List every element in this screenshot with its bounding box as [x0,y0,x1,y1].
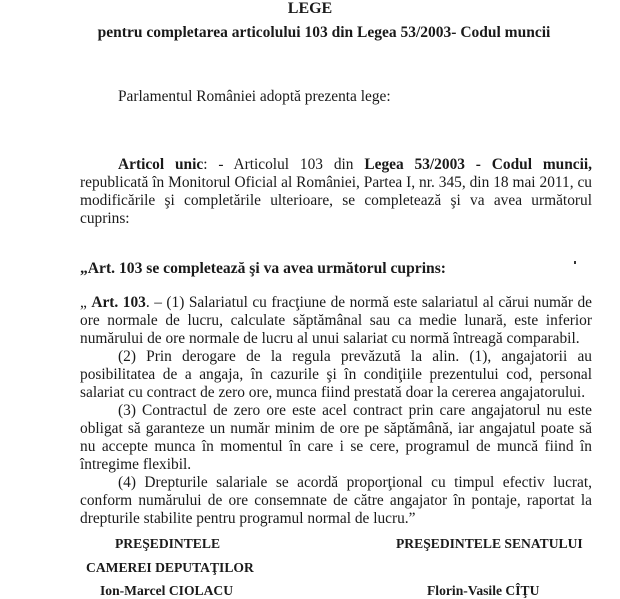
paragraph-2-line: posibilitatea de a angaja, în cazurile şi în condiţiile prezentului cod, personal [80,366,592,383]
paragraph-4-line: drepturile stabilite pentru programul normal de lucru.” [80,510,416,527]
art103-first-line [80,294,592,312]
paragraph-3-line: obligat să garanteze un număr minim de ore pe săptămână, iar angajatul poate să [80,420,592,437]
signature-left-title-2: CAMEREI DEPUTAŢILOR [86,560,254,575]
signature-left-name: Ion-Marcel CIOLACU [100,583,234,598]
article-unic-line: cuprins: [80,210,130,227]
scan-speck [574,261,576,264]
law-reference: Legea 53/2003 - Codul muncii, [364,156,592,173]
paragraph-2-line: (2) Prin derogare de la regula prevăzută la alin. (1), angajatorii au [118,348,592,365]
amendment-heading: „Art. 103 se completează şi va avea următorul cuprins: [80,260,446,277]
document-subtitle: pentru completarea articolului 103 din Legea 53/2003- Codul muncii [97,24,551,41]
paragraph-4-line: conform numărului de ore consemnate de către angajator în pontaje, raportat la [80,492,592,509]
article-unic-line: modificările şi completările ulterioare, se completează şi va avea următorul [80,192,592,209]
art103-line: numărului de ore normale de lucru al unui salariat cu normă întreagă comparabil. [80,330,580,347]
paragraph-4-line: (4) Drepturile salariale se acordă proporţional cu timpul efectiv lucrat, [118,474,592,491]
document-title: LEGE [287,0,333,17]
article-unic-line: republicată în Monitorul Oficial al României, Partea I, nr. 345, din 18 mai 2011, cu [80,174,592,191]
art103-label: Art. 103 [91,294,146,311]
article-unic-sep: : - Articolul 103 din [203,156,365,173]
paragraph-3-line: (3) Contractul de zero ore este acel contract prin care angajatorul nu este [118,402,592,419]
paragraph-3-line: nu accepte munca în momentul în care i se cere, programul de muncă fiind în [80,438,592,455]
open-quote: „ [80,294,92,311]
paragraph-2-line: salariat cu contract de zero ore, munca fiind prestată doar la cererea angajatorului. [80,384,586,401]
signature-right-name: Florin-Vasile CÎŢU [427,583,540,598]
art103-first-line-rest: . – (1) Salariatul cu fracţiune de normă este salariatul al cărui număr de [145,294,592,311]
paragraph-3-line: întregime flexibil. [80,456,192,473]
signature-right-title: PREŞEDINTELE SENATULUI [396,536,583,551]
preamble: Parlamentul României adoptă prezenta lege: [118,88,391,105]
article-unic-first-line [118,156,592,174]
article-unic-label: Articol unic [118,156,204,173]
art103-line: ore normale de lucru, calculate săptămânal sau ca medie lunară, este inferior [80,312,592,329]
signature-left-title-1: PREŞEDINTELE [115,536,221,551]
